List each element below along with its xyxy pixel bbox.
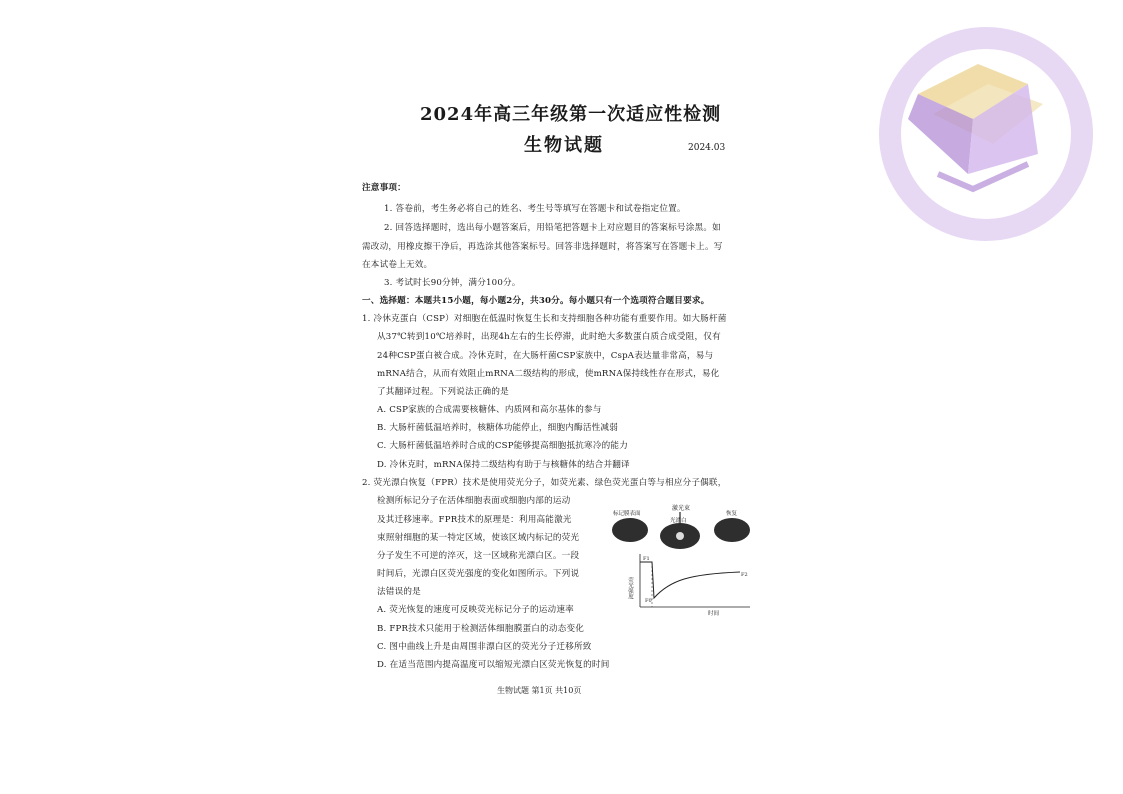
point-label: F1: [643, 556, 650, 562]
question-2-line: 分子发生不可逆的淬灭，这一区域称光漂白区。一段: [377, 551, 580, 561]
notice-item: 1. 答卷前，考生务必将自己的姓名、考生号等填写在答题卡和试卷指定位置。: [384, 204, 686, 214]
fpr-diagram: [610, 502, 760, 620]
laser-label: 激光束: [672, 505, 691, 512]
question-2-option-a: A. 荧光恢复的速度可反映荧光标记分子的运动速率: [377, 605, 574, 615]
notice-item: 2. 回答选择题时，选出每小题答案后，用铅笔把答题卡上对应题目的答案标号涂黑。如: [384, 223, 721, 233]
question-1-option-c: C. 大肠杆菌低温培养时合成的CSP能够提高细胞抵抗寒冷的能力: [377, 441, 629, 451]
x-axis-label: 时间: [708, 611, 720, 617]
notice-item: 需改动，用橡皮擦干净后，再选涂其他答案标号。回答非选择题时，将答案写在答题卡上。写: [362, 242, 723, 252]
question-1-option-a: A. CSP家族的合成需要核糖体、内质网和高尔基体的参与: [377, 405, 602, 415]
cell-panel-labeled: [612, 518, 648, 542]
panel-label: 标记膜表面: [613, 511, 641, 517]
point-label: F0: [645, 598, 652, 604]
panel-label: 恢复: [726, 511, 738, 517]
panel-label: 光漂白: [670, 518, 687, 524]
notice-item: 3. 考试时长90分钟，满分100分。: [384, 278, 521, 288]
notice-heading: 注意事项：: [362, 183, 406, 193]
question-2-line: 检测所标记分子在活体细胞表面或细胞内部的运动: [377, 496, 571, 506]
question-1-line: mRNA结合，从而有效阻止mRNA二级结构的形成，使mRNA保持线性存在形式，易化: [377, 369, 720, 379]
question-1-line: 从37℃转到10℃培养时，出现4h左右的生长停滞，此时绝大多数蛋白质合成受阻，仅有: [377, 332, 721, 342]
question-1-line: 24种CSP蛋白被合成。冷休克时，在大肠杆菌CSP家族中，CspA表达量非常高，易与: [377, 351, 714, 361]
y-axis-label: 荧光强度: [627, 577, 633, 599]
question-1-option-b: B. 大肠杆菌低温培养时，核糖体功能停止，细胞内酶活性减弱: [377, 423, 619, 433]
subject-title: 生物试题: [524, 135, 604, 156]
recovery-curve: [640, 562, 740, 598]
question-2-line: 2. 荧光漂白恢复（FPR）技术是使用荧光分子，如荧光素、绿色荧光蛋白等与相应分子偶联，: [362, 478, 727, 488]
question-2-option-c: C. 图中曲线上升是由周围非漂白区的荧光分子迁移所致: [377, 642, 592, 652]
question-2-line: 时间后，光漂白区荧光强度的变化如图所示。下列说: [377, 569, 580, 579]
section-heading: 一、选择题：本题共15小题，每小题2分，共30分。每小题只有一个选项符合题目要求。: [362, 296, 710, 306]
question-2-line: 法错误的是: [377, 587, 421, 597]
question-1-option-d: D. 冷休克时，mRNA保持二级结构有助于与核糖体的结合并翻译: [377, 460, 630, 470]
question-1-line: 了其翻译过程。下列说法正确的是: [377, 387, 509, 397]
exam-title: 2024年高三年级第一次适应性检测: [420, 104, 722, 125]
publisher-logo: [878, 24, 1094, 246]
question-2-option-b: B. FPR技术只能用于检测活体细胞膜蛋白的动态变化: [377, 624, 585, 634]
point-label: F2: [741, 572, 748, 578]
exam-date: 2024.03: [688, 143, 726, 153]
question-2-line: 束照射细胞的某一特定区域，使该区域内标记的荧光: [377, 533, 580, 543]
question-1-line: 1. 冷休克蛋白（CSP）对细胞在低温时恢复生长和支持细胞各种功能有重要作用。如大肠杆菌: [362, 314, 727, 324]
bleached-spot: [676, 532, 684, 540]
page-footer: 生物试题 第1页 共10页: [497, 686, 582, 695]
question-2-option-d: D. 在适当范围内提高温度可以缩短光漂白区荧光恢复的时间: [377, 660, 610, 670]
notice-item: 在本试卷上无效。: [362, 260, 433, 270]
question-2-line: 及其迁移速率。FPR技术的原理是：利用高能激光: [377, 515, 572, 525]
cell-panel-recovered: [714, 518, 750, 542]
